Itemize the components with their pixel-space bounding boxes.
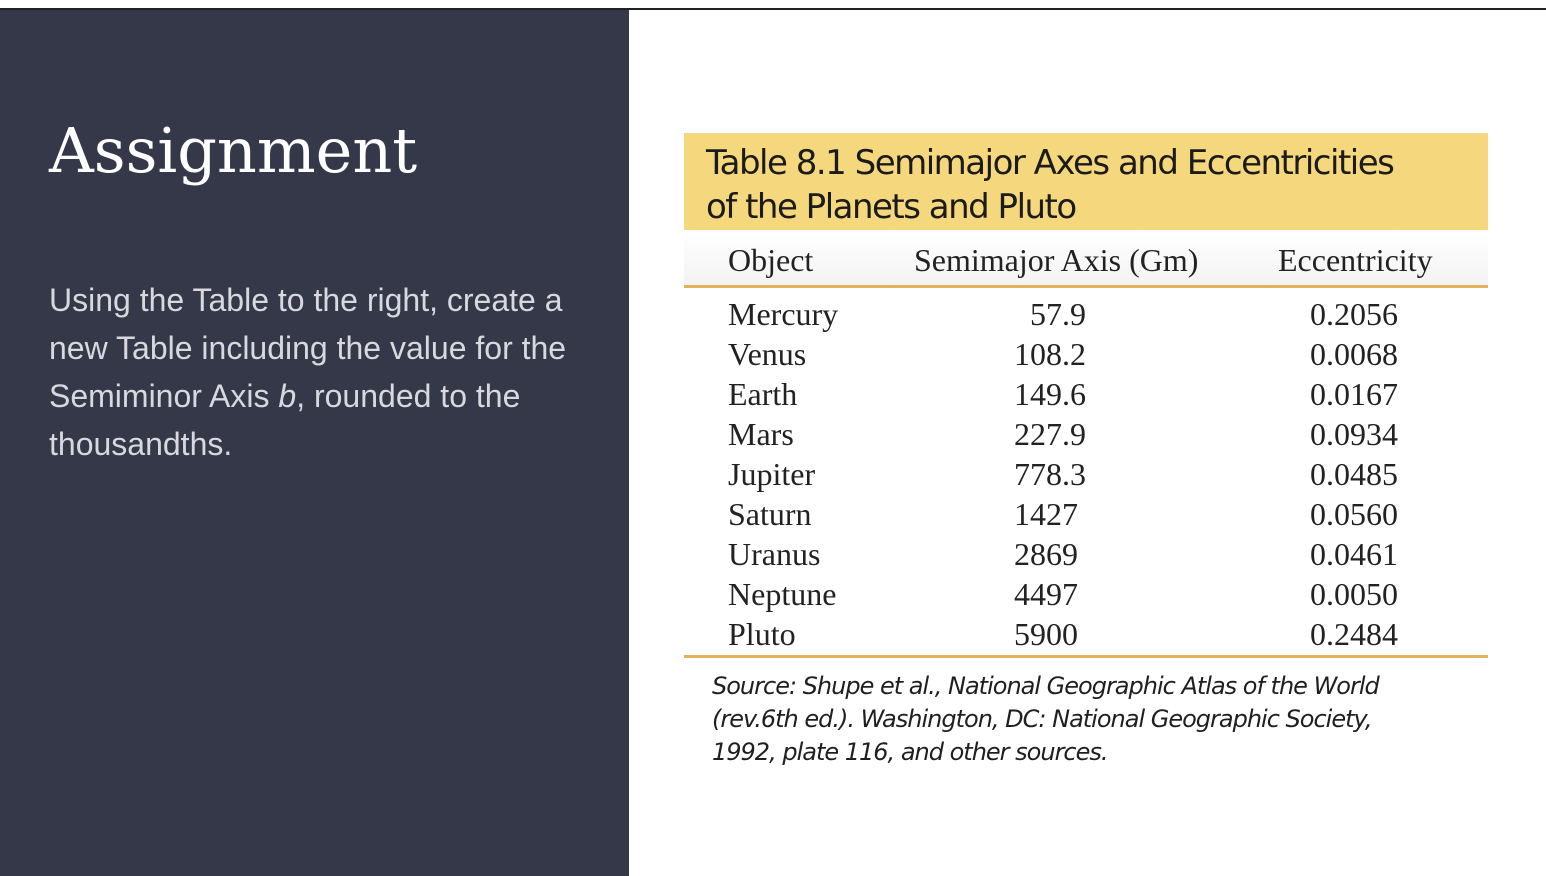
planet-table-figure [684,133,1488,769]
cell-semimajor-axis: 227.9 [1014,416,1086,452]
cell-semimajor-axis: 149.6 [1014,376,1086,412]
assignment-instructions [49,276,589,468]
cell-semimajor-axis: 4497 [1014,576,1078,612]
table-caption-line: of the Planets and Pluto [706,187,1076,227]
column-header-eccentricity: Eccentricity [1278,242,1433,278]
cell-object: Saturn [728,496,812,532]
table-row [684,336,1488,376]
cell-eccentricity: 0.0068 [1310,336,1398,372]
instructions-text: Using the Table to the right, create a new Table including the value for the Semiminor Axis [49,282,567,414]
cell-object: Neptune [728,576,837,612]
left-panel [0,10,629,876]
column-header-semimajor-axis: Semimajor Axis (Gm) [914,242,1199,278]
cell-eccentricity: 0.2056 [1310,296,1398,332]
cell-object: Pluto [728,616,796,652]
table-body [684,288,1488,658]
cell-eccentricity: 0.0167 [1310,376,1398,412]
cell-eccentricity: 0.0560 [1310,496,1398,532]
table-row [684,616,1488,656]
cell-eccentricity: 0.0934 [1310,416,1398,452]
cell-object: Jupiter [728,456,816,492]
table-caption [684,133,1488,230]
cell-object: Mars [728,416,794,452]
instructions-text-end: , rounded to the thousandths. [49,378,521,462]
source-line: Source: Shupe et al., National Geographic Atlas of the World [712,672,1379,700]
source-line: (rev.6th ed.). Washington, DC: National Geographic Society, [712,705,1372,733]
cell-eccentricity: 0.0050 [1310,576,1398,612]
table-row [684,376,1488,416]
cell-eccentricity: 0.0485 [1310,456,1398,492]
cell-semimajor-axis: 2869 [1014,536,1078,572]
table-row [684,496,1488,536]
source-line: 1992, plate 116, and other sources. [712,738,1108,766]
instructions-variable-b: b [278,378,297,414]
cell-object: Mercury [728,296,839,332]
table-header-row [684,230,1488,288]
cell-object: Earth [728,376,798,412]
table-row [684,456,1488,496]
cell-semimajor-axis: 108.2 [1014,336,1086,372]
table-row [684,536,1488,576]
cell-eccentricity: 0.2484 [1310,616,1398,652]
cell-object: Uranus [728,536,821,572]
slide-title: Assignment [49,114,418,187]
cell-semimajor-axis: 5900 [1014,616,1078,652]
table-source-note [684,658,1488,769]
cell-semimajor-axis: 778.3 [1014,456,1086,492]
cell-eccentricity: 0.0461 [1310,536,1398,572]
table-caption-line: Table 8.1 Semimajor Axes and Eccentricities [706,143,1394,183]
cell-object: Venus [728,336,807,372]
table-row [684,576,1488,616]
table-row [684,416,1488,456]
cell-semimajor-axis: 57.9 [1030,296,1086,332]
column-header-object: Object [728,242,814,278]
table-row [684,296,1488,336]
cell-semimajor-axis: 1427 [1014,496,1078,532]
